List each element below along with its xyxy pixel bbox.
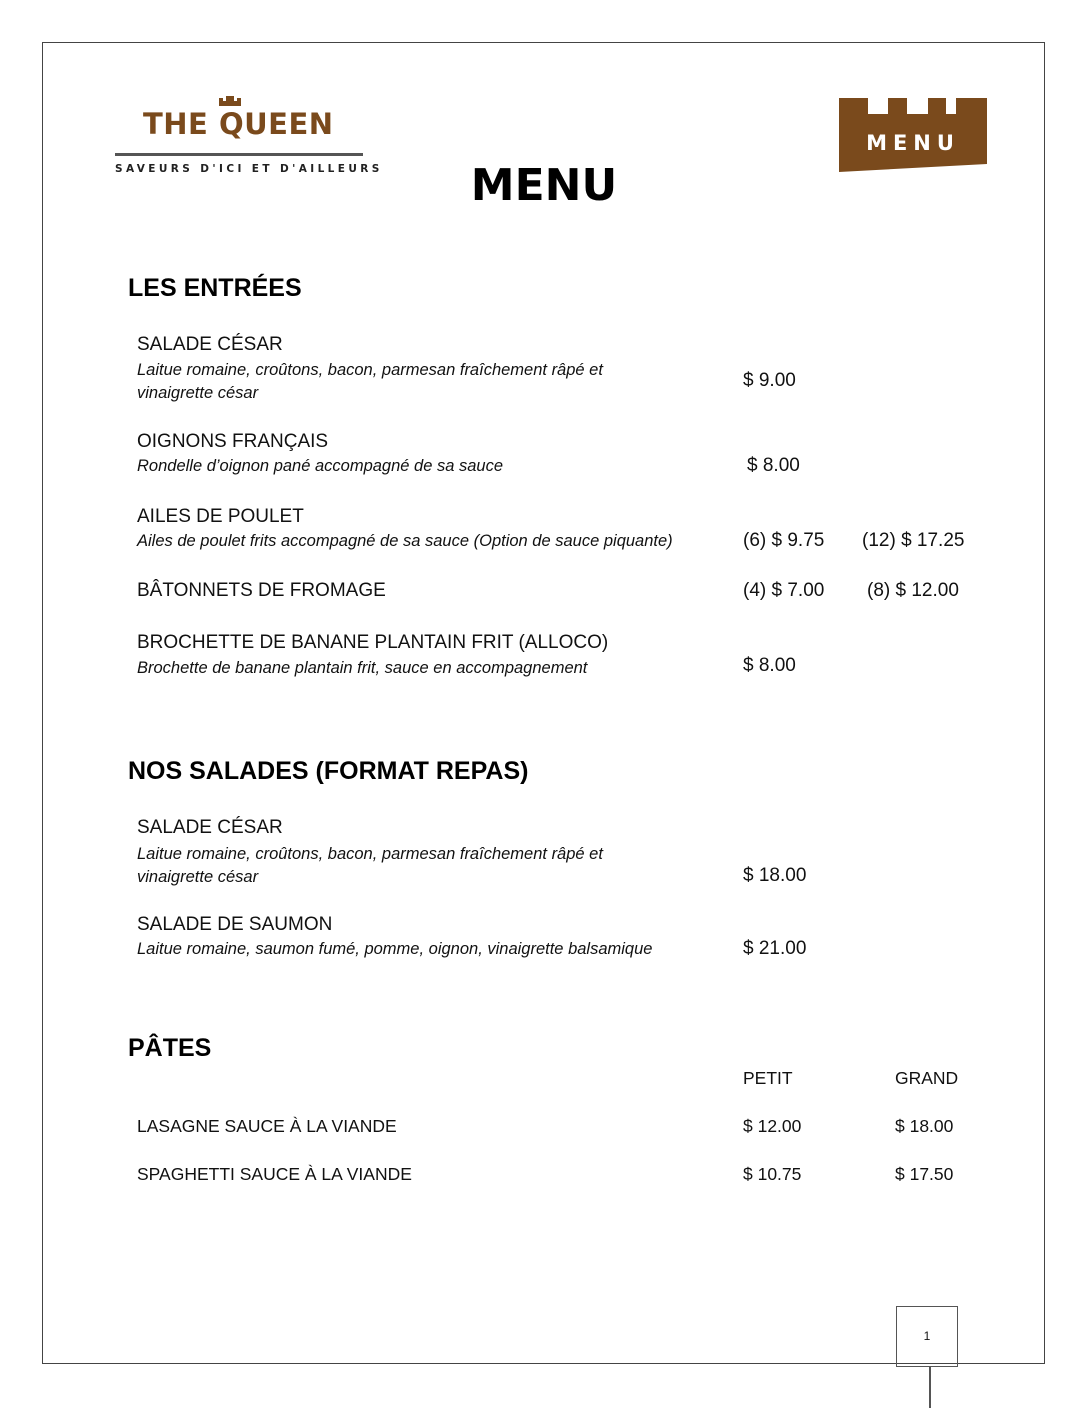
brand-name: THE QUEEN — [143, 107, 334, 141]
item-price-large: (12) $ 17.25 — [862, 530, 965, 551]
item-description: Laitue romaine, croûtons, bacon, parmesan fraîchement râpé et — [137, 845, 603, 863]
item-price-small: (4) $ 7.00 — [743, 580, 825, 601]
item-price-petit: $ 10.75 — [743, 1164, 802, 1184]
logo-rule — [115, 153, 363, 156]
item-price-grand: $ 17.50 — [895, 1164, 954, 1184]
item-price-grand: $ 18.00 — [895, 1116, 954, 1136]
item-name: OIGNONS FRANÇAIS — [137, 431, 329, 452]
crown-icon — [219, 96, 241, 106]
item-description: Laitue romaine, saumon fumé, pomme, oignon, vinaigrette balsamique — [137, 940, 653, 958]
item-name: SPAGHETTI SAUCE À LA VIANDE — [137, 1164, 412, 1184]
item-description: Brochette de banane plantain frit, sauce en accompagnement — [137, 659, 588, 677]
item-description: Laitue romaine, croûtons, bacon, parmesan fraîchement râpé et — [137, 361, 603, 379]
item-name: BÂTONNETS DE FROMAGE — [137, 580, 386, 601]
item-name: SALADE CÉSAR — [137, 817, 283, 838]
page-number-connector — [929, 1367, 931, 1408]
item-description: vinaigrette césar — [137, 384, 259, 402]
item-price: $ 8.00 — [743, 655, 796, 676]
item-name: AILES DE POULET — [137, 506, 304, 527]
item-price: $ 9.00 — [743, 370, 796, 391]
item-description: Rondelle d’oignon pané accompagné de sa sauce — [137, 457, 504, 475]
item-name: SALADE CÉSAR — [137, 334, 283, 355]
item-price: $ 18.00 — [743, 865, 807, 886]
item-description: Ailes de poulet frits accompagné de sa sauce (Option de sauce piquante) — [137, 532, 673, 550]
column-header-grand: GRAND — [895, 1068, 959, 1088]
column-header-petit: PETIT — [743, 1068, 793, 1088]
item-description: vinaigrette césar — [137, 868, 259, 886]
item-name: SALADE DE SAUMON — [137, 914, 333, 935]
item-price-large: (8) $ 12.00 — [867, 580, 959, 601]
item-price-small: (6) $ 9.75 — [743, 530, 825, 551]
item-name: BROCHETTE DE BANANE PLANTAIN FRIT (ALLOCO) — [137, 632, 609, 653]
menu-badge-label: MENU — [866, 131, 960, 155]
brand-tagline: SAVEURS D'ICI ET D'AILLEURS — [115, 163, 383, 175]
item-price-petit: $ 12.00 — [743, 1116, 802, 1136]
page-title: MENU — [470, 160, 618, 211]
section-heading-salades: NOS SALADES (FORMAT REPAS) — [128, 757, 529, 785]
item-price: $ 8.00 — [747, 455, 800, 476]
section-heading-entrees: LES ENTRÉES — [128, 274, 302, 302]
section-heading-pates: PÂTES — [128, 1034, 212, 1062]
item-price: $ 21.00 — [743, 938, 807, 959]
item-name: LASAGNE SAUCE À LA VIANDE — [137, 1116, 397, 1136]
page-number: 1 — [896, 1306, 958, 1367]
